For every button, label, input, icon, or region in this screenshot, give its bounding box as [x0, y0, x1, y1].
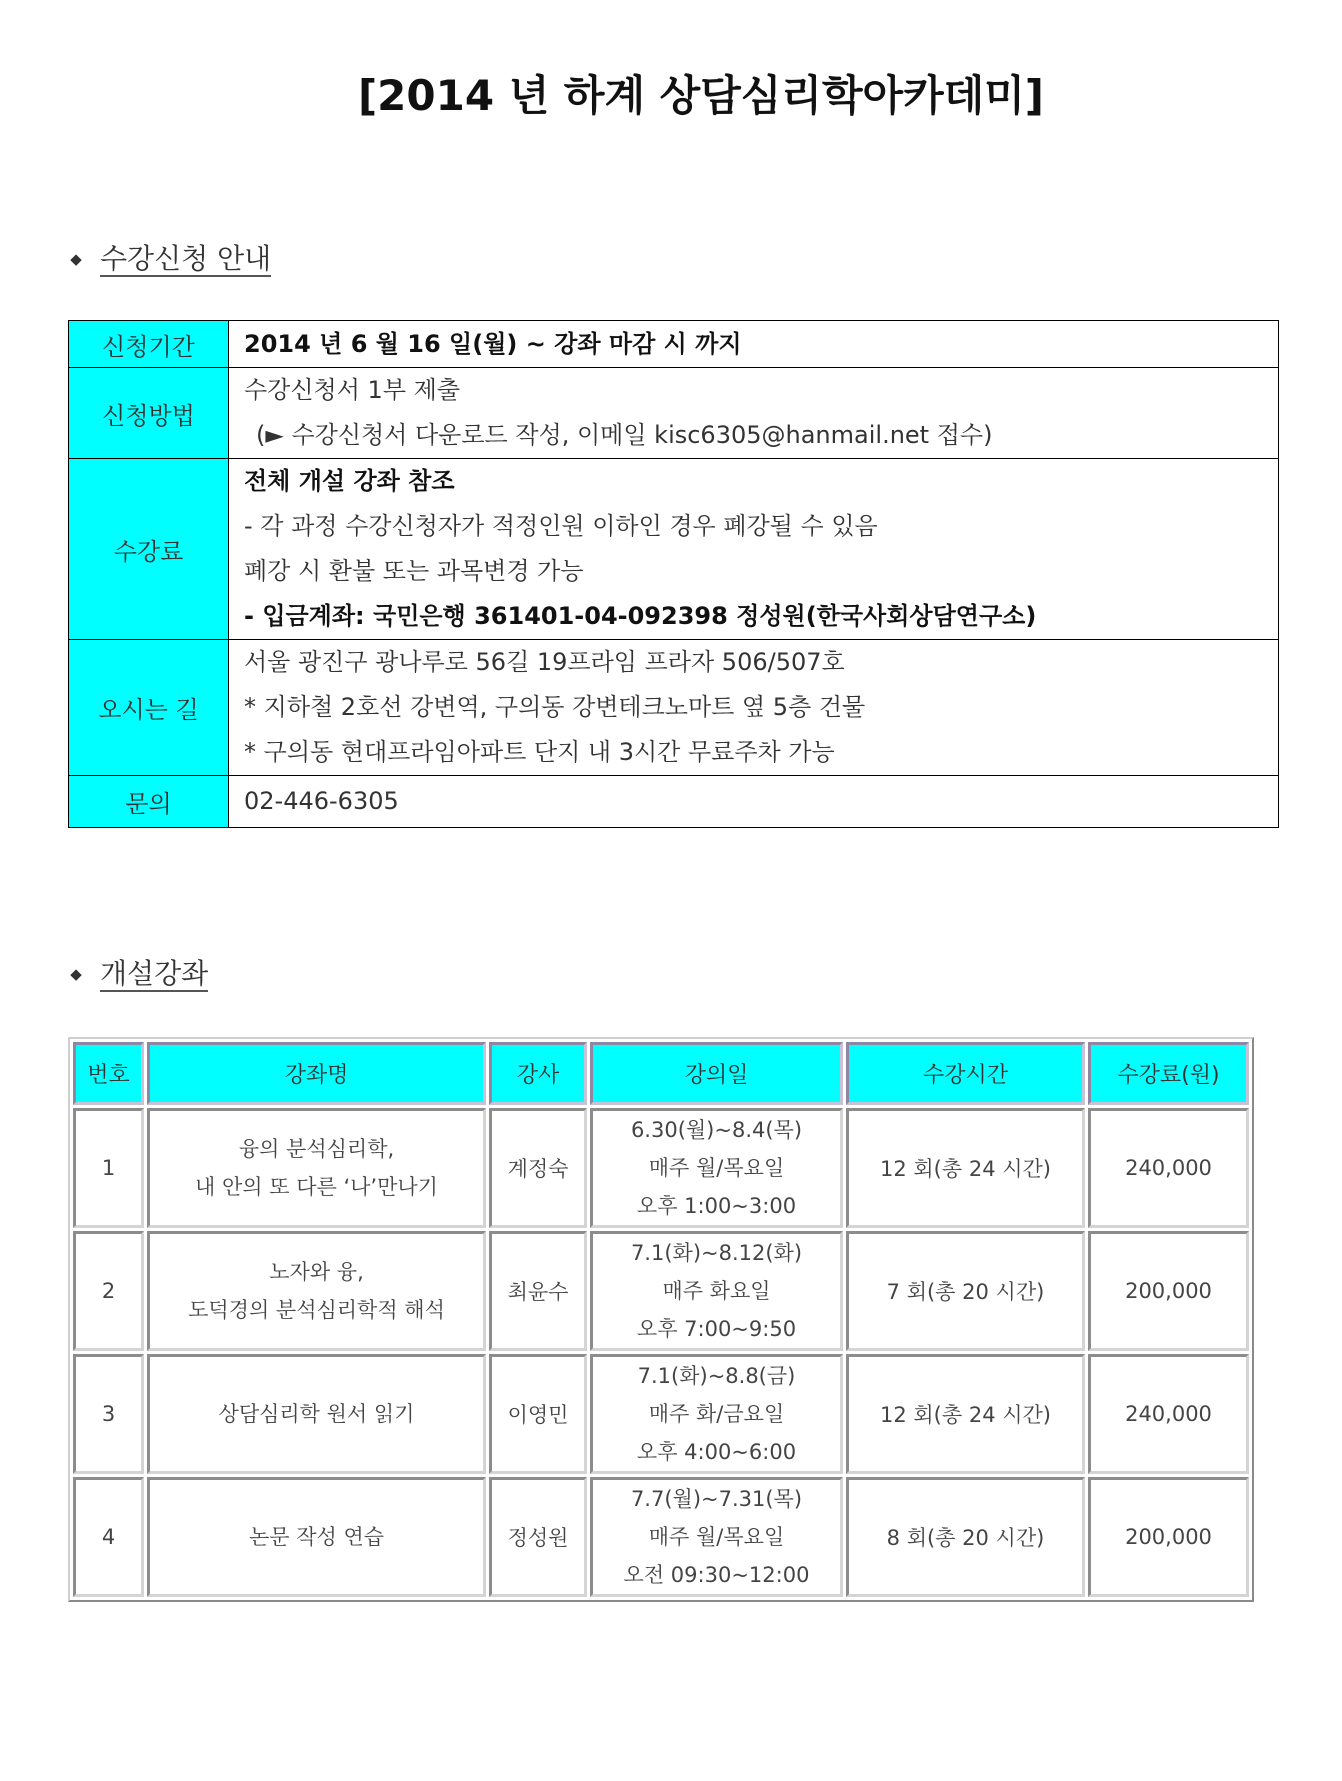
header-cell-dates: 강의일 — [590, 1042, 843, 1105]
course-instructor: 계정숙 — [489, 1108, 587, 1228]
course-dates — [590, 1108, 843, 1228]
course-dates — [590, 1354, 843, 1474]
course-fee: 200,000 — [1088, 1477, 1249, 1597]
info-line-bank-account: - 입금계좌: 국민은행 361401-04-092398 정성원(한국사회상담연구소) — [244, 602, 1037, 630]
info-content-method — [229, 368, 1279, 459]
info-row-fee — [69, 459, 1279, 640]
course-title — [147, 1477, 486, 1597]
header-cell-sessions: 수강시간 — [846, 1042, 1085, 1105]
info-line: * 지하철 2호선 강변역, 구의동 강변테크노마트 옆 5층 건물 — [244, 693, 866, 721]
course-header-row — [73, 1042, 1249, 1105]
course-number: 3 — [73, 1354, 144, 1474]
info-line-phone: 02-446-6305 — [244, 787, 399, 815]
course-sessions: 12 회(총 24 시간) — [846, 1108, 1085, 1228]
info-row-period — [69, 321, 1279, 368]
info-label-contact: 문의 — [69, 776, 229, 828]
info-line: * 구의동 현대프라임아파트 단지 내 3시간 무료주차 가능 — [244, 738, 835, 766]
section-heading-text: 개설강좌 — [100, 957, 209, 990]
diamond-bullet-icon: ◆ — [70, 965, 82, 983]
course-row — [73, 1354, 1249, 1474]
course-date-line: 7.1(화)~8.8(금) — [637, 1364, 796, 1388]
info-label-fee: 수강료 — [69, 459, 229, 640]
info-line-email: (► 수강신청서 다운로드 작성, 이메일 kisc6305@hanmail.net 접수) — [256, 421, 993, 449]
course-sessions: 12 회(총 24 시간) — [846, 1354, 1085, 1474]
course-title-line: 노자와 융, — [269, 1260, 364, 1284]
course-date-line: 매주 화/금요일 — [648, 1402, 785, 1426]
course-title-line: 융의 분석심리학, — [238, 1137, 395, 1161]
info-row-method — [69, 368, 1279, 459]
course-date-line: 오후 4:00~6:00 — [636, 1440, 797, 1464]
course-sessions: 7 회(총 20 시간) — [846, 1231, 1085, 1351]
course-date-line: 오후 7:00~9:50 — [636, 1317, 797, 1341]
info-content-period — [229, 321, 1279, 368]
info-content-contact — [229, 776, 1279, 828]
section-heading-apply — [68, 243, 271, 279]
page-title: [2014 년 하계 상담심리학아카데미] — [357, 71, 1045, 120]
info-label-directions: 오시는 길 — [69, 640, 229, 776]
info-content-directions — [229, 640, 1279, 776]
header-cell-fee: 수강료(원) — [1088, 1042, 1249, 1105]
course-dates — [590, 1231, 843, 1351]
course-date-line: 7.7(월)~7.31(목) — [630, 1487, 803, 1511]
header-cell-number: 번호 — [73, 1042, 144, 1105]
course-title-line: 도덕경의 분석심리학적 해석 — [188, 1298, 445, 1322]
course-date-line: 6.30(월)~8.4(목) — [630, 1118, 803, 1142]
course-title — [147, 1231, 486, 1351]
info-line: 폐강 시 환불 또는 과목변경 가능 — [244, 557, 584, 585]
info-line-address: 서울 광진구 광나루로 56길 19프라임 프라자 506/507호 — [244, 648, 845, 676]
course-title-line: 상담심리학 원서 읽기 — [218, 1402, 415, 1426]
course-dates — [590, 1477, 843, 1597]
course-instructor: 정성원 — [489, 1477, 587, 1597]
section-heading-courses — [68, 958, 208, 994]
course-table — [68, 1037, 1254, 1602]
course-title-line: 내 안의 또 다른 ‘나’만나기 — [195, 1175, 438, 1199]
course-date-line: 매주 월/목요일 — [648, 1156, 785, 1180]
course-date-line: 매주 화요일 — [662, 1279, 771, 1303]
application-info-table — [68, 320, 1279, 828]
info-row-directions — [69, 640, 1279, 776]
info-label-period: 신청기간 — [69, 321, 229, 368]
header-cell-title: 강좌명 — [147, 1042, 486, 1105]
course-instructor: 이영민 — [489, 1354, 587, 1474]
section-heading-text: 수강신청 안내 — [100, 242, 272, 275]
info-line: 수강신청서 1부 제출 — [244, 376, 460, 404]
header-cell-instructor: 강사 — [489, 1042, 587, 1105]
info-row-contact — [69, 776, 1279, 828]
info-content-fee — [229, 459, 1279, 640]
course-date-line: 매주 월/목요일 — [648, 1525, 785, 1549]
course-fee: 200,000 — [1088, 1231, 1249, 1351]
course-title — [147, 1354, 486, 1474]
info-line: 2014 년 6 월 16 일(월) ~ 강좌 마감 시 까지 — [244, 329, 742, 358]
course-date-line: 오전 09:30~12:00 — [623, 1563, 810, 1587]
info-line: 전체 개설 강좌 참조 — [244, 467, 455, 495]
diamond-bullet-icon: ◆ — [70, 250, 82, 268]
course-row — [73, 1108, 1249, 1228]
course-fee: 240,000 — [1088, 1354, 1249, 1474]
course-number: 1 — [73, 1108, 144, 1228]
course-title-line: 논문 작성 연습 — [248, 1525, 385, 1549]
course-row — [73, 1477, 1249, 1597]
course-number: 4 — [73, 1477, 144, 1597]
course-date-line: 7.1(화)~8.12(화) — [630, 1241, 803, 1265]
course-number: 2 — [73, 1231, 144, 1351]
course-row — [73, 1231, 1249, 1351]
info-label-method: 신청방법 — [69, 368, 229, 459]
course-fee: 240,000 — [1088, 1108, 1249, 1228]
course-instructor: 최윤수 — [489, 1231, 587, 1351]
course-title — [147, 1108, 486, 1228]
info-line: - 각 과정 수강신청자가 적정인원 이하인 경우 폐강될 수 있음 — [244, 512, 878, 540]
course-date-line: 오후 1:00~3:00 — [636, 1194, 797, 1218]
course-sessions: 8 회(총 20 시간) — [846, 1477, 1085, 1597]
